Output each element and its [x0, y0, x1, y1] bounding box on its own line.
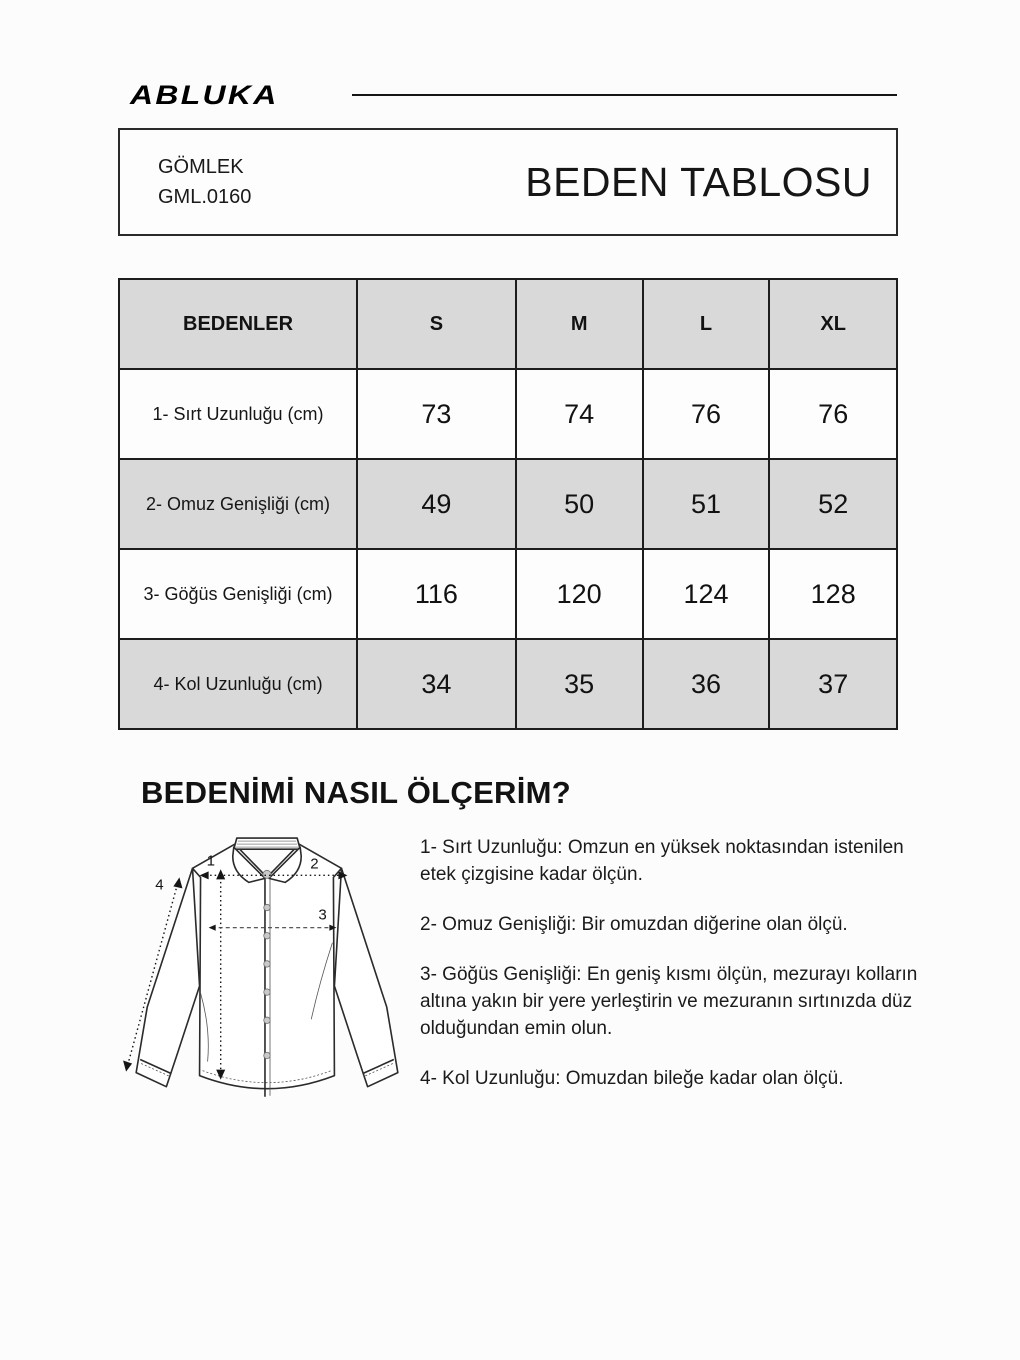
- product-info: [158, 152, 251, 212]
- cell-value: 51: [643, 459, 770, 549]
- diagram-label-2: 2: [310, 855, 319, 873]
- cell-value: 74: [516, 369, 643, 459]
- cell-value: 73: [357, 369, 516, 459]
- instruction-shoulder-width: 2- Omuz Genişliği: Bir omuzdan diğerine olan ölçü.: [420, 914, 848, 935]
- row-label: 4- Kol Uzunluğu (cm): [119, 639, 357, 729]
- cell-value: 52: [769, 459, 897, 549]
- cell-value: 34: [357, 639, 516, 729]
- measurement-instructions: [420, 834, 920, 1115]
- table-row: [119, 639, 897, 729]
- table-row: [119, 549, 897, 639]
- page-title: BEDEN TABLOSU: [525, 158, 872, 205]
- cell-value: 49: [357, 459, 516, 549]
- shirt-left-sleeve: [136, 868, 199, 1086]
- column-header-xl: XL: [769, 279, 897, 369]
- instruction-back-length: 1- Sırt Uzunluğu: Omzun en yüksek noktasından istenilen etek çizgisine kadar ölçün.: [420, 837, 904, 885]
- size-table: [118, 278, 898, 730]
- product-name: GÖMLEK: [158, 156, 244, 178]
- row-label: 2- Omuz Genişliği (cm): [119, 459, 357, 549]
- cell-value: 120: [516, 549, 643, 639]
- instruction-chest-width: 3- Göğüs Genişliği: En geniş kısmı ölçün, mezurayı kolların altına yakın bir yere yerleştirin ve mezuranın sırtınızda düz olduğundan emin olun.: [420, 964, 918, 1039]
- cell-value: 37: [769, 639, 897, 729]
- cell-value: 50: [516, 459, 643, 549]
- cell-value: 76: [643, 369, 770, 459]
- product-code: GML.0160: [158, 186, 252, 208]
- cell-value: 35: [516, 639, 643, 729]
- cell-value: 128: [769, 549, 897, 639]
- table-row: [119, 369, 897, 459]
- column-header-s: S: [357, 279, 516, 369]
- header-box: [118, 128, 898, 236]
- cell-value: 36: [643, 639, 770, 729]
- cell-value: 76: [769, 369, 897, 459]
- logo-divider-line: [352, 94, 897, 96]
- row-label: 1- Sırt Uzunluğu (cm): [119, 369, 357, 459]
- brand-logo: ABLUKA: [130, 80, 279, 110]
- how-to-heading: BEDENİMİ NASIL ÖLÇERİM?: [141, 775, 572, 810]
- instruction-sleeve-length: 4- Kol Uzunluğu: Omuzdan bileğe kadar olan ölçü.: [420, 1068, 844, 1089]
- cell-value: 116: [357, 549, 516, 639]
- column-header-m: M: [516, 279, 643, 369]
- shirt-right-sleeve: [334, 868, 397, 1086]
- diagram-label-4: 4: [155, 876, 164, 894]
- column-header-l: L: [643, 279, 770, 369]
- shirt-measurement-diagram: [113, 822, 425, 1134]
- diagram-label-1: 1: [206, 852, 215, 870]
- table-header-row: [119, 279, 897, 369]
- cell-value: 124: [643, 549, 770, 639]
- table-row: [119, 459, 897, 549]
- diagram-label-3: 3: [318, 906, 327, 924]
- column-header-bedenler: BEDENLER: [119, 279, 357, 369]
- row-label: 3- Göğüs Genişliği (cm): [119, 549, 357, 639]
